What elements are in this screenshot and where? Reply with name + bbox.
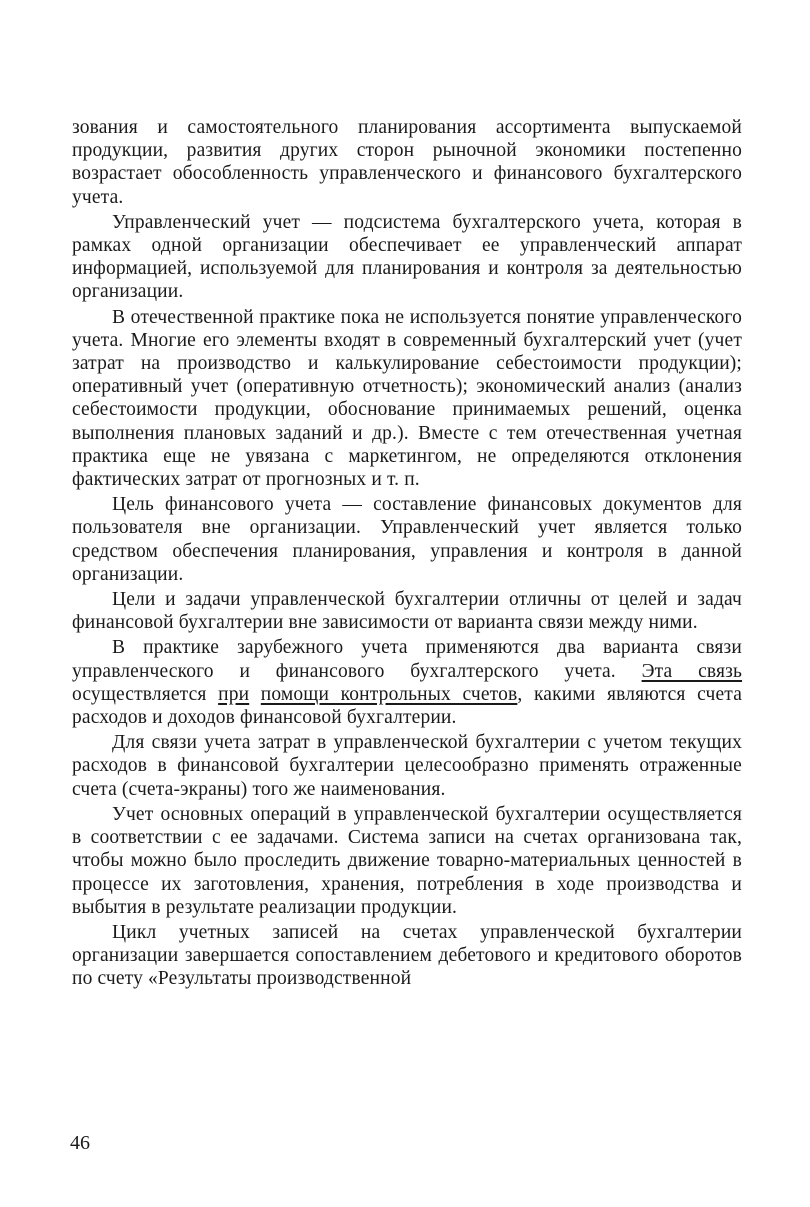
paragraph-6-sentence: В практике зарубежного учета применяются два варианта связи управленческого и финансового бухгалтерского учета. [72, 637, 742, 682]
underlined-phrase-control-accounts: помощи контрольных счетов [260, 683, 518, 705]
paragraph-1: зования и самостоятельного планирования ассортимента выпускаемой продукции, развития других сторон рыночной экономики постепенно возрастает обособленность управленческого и финансового бухгалтерского учета. [72, 117, 742, 208]
paragraph-6 [72, 636, 742, 729]
paragraph-5: Цели и задачи управленческой бухгалтерии отличны от целей и задач финансовой бухгалтерии вне зависимости от варианта связи между ними. [72, 589, 742, 634]
paragraph-9: Цикл учетных записей на счетах управленческой бухгалтерии организации завершается сопоставлением дебетового и кредитового оборотов по счету «Результаты производственной [72, 921, 742, 990]
paragraph-8: Учет основных операций в управленческой бухгалтерии осуществляется в соответствии с ее задачами. Система записи на счетах организована так, чтобы можно было проследить движение товарно-материальных ценностей в процессе их заготовления, хранения, потребления в ходе производства и выбытия в результате реализации продукции. [72, 803, 742, 918]
paragraph-3: В отечественной практике пока не используется понятие управленческого учета. Многие его элементы входят в современный бухгалтерский учет (учет затрат на производство и калькулирование себестоимости продукции); оперативный учет (оперативную отчетность); экономический анализ (анализ себестоимости продукции, обоснование принимаемых решений, оценка выполнения плановых заданий и др.). Вместе с тем отечественная учетная практика еще не увязана с маркетингом, не определяются отклонения фактических затрат от прогнозных и т. п. [72, 306, 742, 491]
paragraph-6-tail: , какими являются счета расходов и доходов финансовой бухгалтерии. [72, 683, 742, 729]
paragraph-7: Для связи учета затрат в управленческой бухгалтерии с учетом текущих расходов в финансовой бухгалтерии целесообразно применять отраженные счета (счета-экраны) того же наименования. [72, 732, 742, 800]
paragraph-2: Управленческий учет — подсистема бухгалтерского учета, которая в рамках одной организации обеспечивает ее управленческий аппарат информацией, используемой для планирования и контроля за деятельностью организации. [72, 211, 742, 303]
space [249, 684, 261, 705]
paragraph-6-text: осуществляется [72, 683, 219, 705]
paragraph-4: Цель финансового учета — составление финансовых документов для пользователя вне организации. Управленческий учет является только средством обеспечения планирования, управления и контроля в данной организации. [72, 494, 742, 585]
body-text [72, 116, 742, 991]
underlined-word-with: при [218, 683, 250, 705]
underlined-phrase-link: Эта связь [641, 660, 742, 682]
page-number: 46 [70, 1132, 90, 1154]
